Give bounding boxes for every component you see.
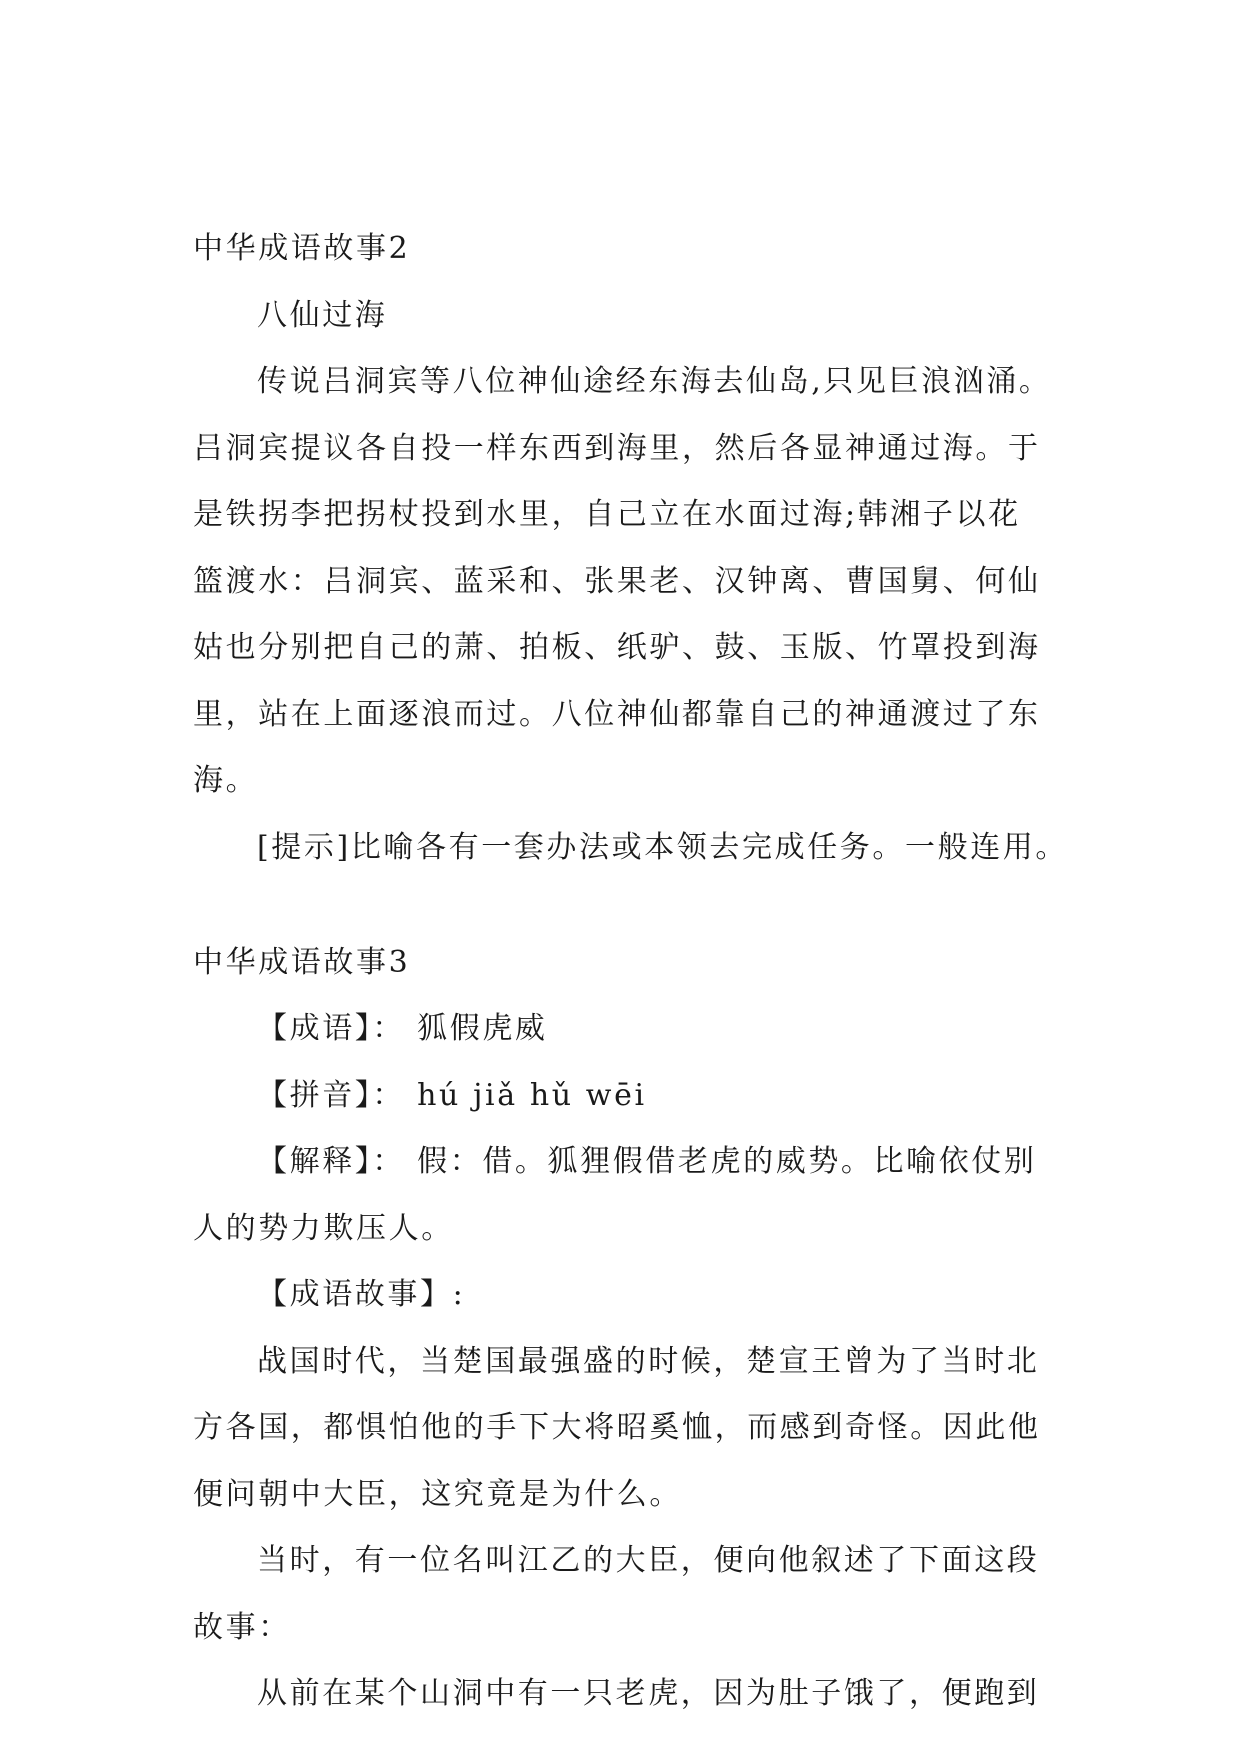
hint-line: [提示]比喻各有一套办法或本领去完成任务。一般连用。 <box>257 829 1069 865</box>
story-paragraph <box>193 349 1055 815</box>
paragraph-line: 人的势力欺压人。 <box>193 1210 454 1246</box>
story-paragraph <box>193 1661 1055 1728</box>
paragraph-line: 便问朝中大臣，这究竟是为什么。 <box>193 1476 682 1512</box>
story-label: 【成语故事】: <box>257 1277 466 1312</box>
paragraph-line: 海。 <box>193 763 259 798</box>
paragraph-line: 方各国，都惧怕他的手下大将昭奚恤，而感到奇怪。因此他 <box>193 1410 1041 1445</box>
idiom-line: 【成语】： 狐假虎威 <box>257 1011 548 1046</box>
story-title: 八仙过海 <box>257 297 388 333</box>
paragraph-line: 吕洞宾提议各自投一样东西到海里，然后各显神通过海。于 <box>193 430 1041 466</box>
paragraph-line: 当时，有一位名叫江乙的大臣，便向他叙述了下面这段 <box>257 1543 1040 1578</box>
paragraph-line: 里，站在上面逐浪而过。八位神仙都靠自己的神通渡过了东 <box>193 696 1041 732</box>
section-heading-2: 中华成语故事2 <box>193 231 411 266</box>
paragraph-line: 姑也分别把自己的萧、拍板、纸驴、鼓、玉版、竹罩投到海 <box>193 630 1041 665</box>
pinyin-line: 【拼音】： hú jiǎ hǔ wēi <box>257 1077 647 1113</box>
paragraph-line: 【解释】： 假：借。狐狸假借老虎的威势。比喻依仗别 <box>257 1144 1037 1179</box>
paragraph-line: 故事： <box>193 1609 291 1645</box>
paragraph-line: 篮渡水：吕洞宾、蓝采和、张果老、汉钟离、曹国舅、何仙 <box>193 563 1041 599</box>
section-heading-3: 中华成语故事3 <box>193 944 411 980</box>
document-page <box>193 216 1069 1728</box>
paragraph-line: 战国时代，当楚国最强盛的时候，楚宣王曾为了当时北 <box>257 1343 1040 1379</box>
paragraph-line: 是铁拐李把拐杖投到水里，自己立在水面过海;韩湘子以花 <box>193 497 1021 532</box>
story-paragraph <box>193 1329 1055 1529</box>
story-paragraph <box>193 1528 1055 1661</box>
explanation-paragraph <box>193 1129 1055 1262</box>
paragraph-line: 传说吕洞宾等八位神仙途经东海去仙岛,只见巨浪汹涌。 <box>257 364 1052 399</box>
paragraph-line: 从前在某个山洞中有一只老虎，因为肚子饿了，便跑到 <box>257 1676 1040 1711</box>
